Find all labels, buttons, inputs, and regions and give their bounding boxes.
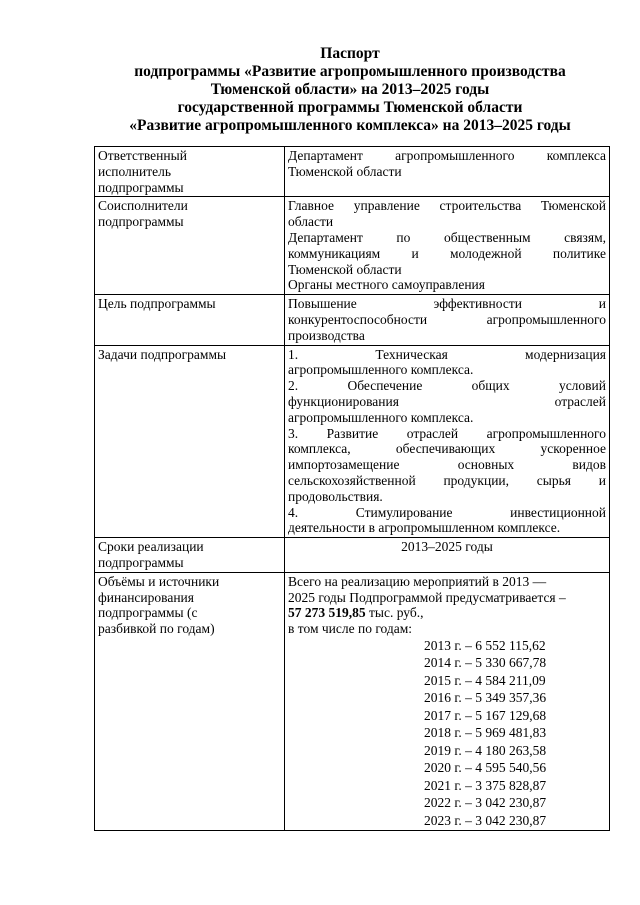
funding-total xyxy=(288,605,606,621)
executor-label-cell xyxy=(95,147,285,197)
funding-year-item: 2013 г. – 6 552 115,62 xyxy=(424,637,546,653)
funding-year-item: 2022 г. – 3 042 230,87 xyxy=(424,795,547,811)
funding-intro-line: Всего на реализацию мероприятий в 2013 — xyxy=(288,573,547,589)
executor-value-line: Департамент агропромышленного комплекса xyxy=(288,148,606,163)
funding-year-item: 2017 г. – 5 167 129,68 xyxy=(424,707,547,723)
tasks-value-cell xyxy=(285,345,610,538)
tasks-value-line: комплекса, обеспечивающих ускоренное xyxy=(288,441,606,457)
funding-year-item: 2015 г. – 4 584 211,09 xyxy=(424,672,546,688)
coexecutors-value-line: области xyxy=(288,214,334,230)
funding-total-amount: 57 273 519,85 xyxy=(288,605,366,621)
coexecutors-value-line: Департамент по общественным связям, xyxy=(288,229,606,245)
funding-by-years-label: в том числе по годам: xyxy=(288,621,413,637)
coexecutors-value-line: коммуникациям и молодежной политике xyxy=(288,245,606,261)
coexecutors-label-line: Соисполнители xyxy=(98,198,188,214)
goal-value-cell xyxy=(285,295,610,345)
funding-year-item: 2019 г. – 4 180 263,58 xyxy=(424,742,547,758)
title-line-2: подпрограммы «Развитие агропромышленного производства xyxy=(134,63,566,80)
tasks-value-line: продовольствия. xyxy=(288,488,383,504)
tasks-label: Задачи подпрограммы xyxy=(98,346,227,362)
goal-label-cell xyxy=(95,295,285,345)
title-line-1: Паспорт xyxy=(320,45,380,62)
table-row-goal xyxy=(95,295,610,345)
document-title xyxy=(20,45,640,135)
table-row-funding xyxy=(95,572,610,831)
funding-value-cell xyxy=(285,572,610,831)
funding-year-item: 2020 г. – 4 595 540,56 xyxy=(424,760,547,776)
table-row-tasks xyxy=(95,345,610,538)
coexecutors-value-line: Органы местного самоуправления xyxy=(288,277,485,293)
title-line-5: «Развитие агропромышленного комплекса» на 2013–2025 годы xyxy=(129,117,571,134)
funding-year-item: 2016 г. – 5 349 357,36 xyxy=(424,690,547,706)
tasks-value-line: агропромышленного комплекса. xyxy=(288,362,474,378)
funding-year-item: 2014 г. – 5 330 667,78 xyxy=(424,655,547,671)
title-line-4: государственной программы Тюменской области xyxy=(177,99,523,116)
coexecutors-label-line: подпрограммы xyxy=(98,214,184,230)
goal-label: Цель подпрограммы xyxy=(98,296,216,312)
coexecutors-label-cell xyxy=(95,197,285,295)
tasks-value-line: функционирования отраслей xyxy=(288,393,606,409)
table-row-executor xyxy=(95,147,610,197)
executor-value-cell xyxy=(285,147,610,197)
tasks-value-line: деятельности в агропромышленном комплексе. xyxy=(288,520,561,536)
funding-year-item: 2023 г. – 3 042 230,87 xyxy=(424,812,547,828)
tasks-value-line: 3. Развитие отраслей агропромышленного xyxy=(288,425,606,441)
executor-value-line: Тюменской области xyxy=(288,163,402,179)
tasks-value-line: 1. Техническая модернизация xyxy=(288,346,606,362)
funding-year-list xyxy=(424,637,606,830)
terms-label-line: подпрограммы xyxy=(98,554,184,570)
funding-label-line: финансирования xyxy=(98,589,194,605)
funding-year-item: 2021 г. – 3 375 828,87 xyxy=(424,777,547,793)
goal-value-line: Повышение эффективности и xyxy=(288,296,606,312)
funding-label-line: подпрограммы (с xyxy=(98,605,198,621)
funding-year-item: 2018 г. – 5 969 481,83 xyxy=(424,725,547,741)
funding-label-cell xyxy=(95,572,285,831)
funding-label-line: Объёмы и источники xyxy=(98,573,220,589)
goal-value-line: конкурентоспособности агропромышленного xyxy=(288,311,606,327)
tasks-value-line: 4. Стимулирование инвестиционной xyxy=(288,504,606,520)
tasks-label-cell xyxy=(95,345,285,538)
tasks-value-line: 2. Обеспечение общих условий xyxy=(288,378,606,394)
terms-label-line: Сроки реализации xyxy=(98,539,204,555)
coexecutors-value-line: Главное управление строительства Тюменской xyxy=(288,198,606,214)
title-line-3: Тюменской области» на 2013–2025 годы xyxy=(210,81,490,98)
funding-total-unit: тыс. руб., xyxy=(365,605,424,621)
terms-value-cell xyxy=(285,538,610,573)
coexecutors-value-cell xyxy=(285,197,610,295)
executor-label-line: исполнитель xyxy=(98,163,171,179)
executor-label-line: подпрограммы xyxy=(98,179,184,195)
table-row-terms xyxy=(95,538,610,573)
funding-label-line: разбивкой по годам) xyxy=(98,621,215,637)
coexecutors-value-line: Тюменской области xyxy=(288,261,402,277)
terms-label-cell xyxy=(95,538,285,573)
goal-value-line: производства xyxy=(288,327,365,343)
terms-value: 2013–2025 годы xyxy=(401,539,493,555)
table-row-coexecutors xyxy=(95,197,610,295)
passport-table xyxy=(94,146,610,831)
tasks-value-line: импортозамещение основных видов xyxy=(288,457,606,473)
tasks-value-line: сельскохозяйственной продукции, сырья и xyxy=(288,472,606,488)
executor-label-line: Ответственный xyxy=(98,148,187,163)
funding-intro-line: 2025 годы Подпрограммой предусматривается – xyxy=(288,589,566,605)
tasks-value-line: агропромышленного комплекса. xyxy=(288,409,474,425)
